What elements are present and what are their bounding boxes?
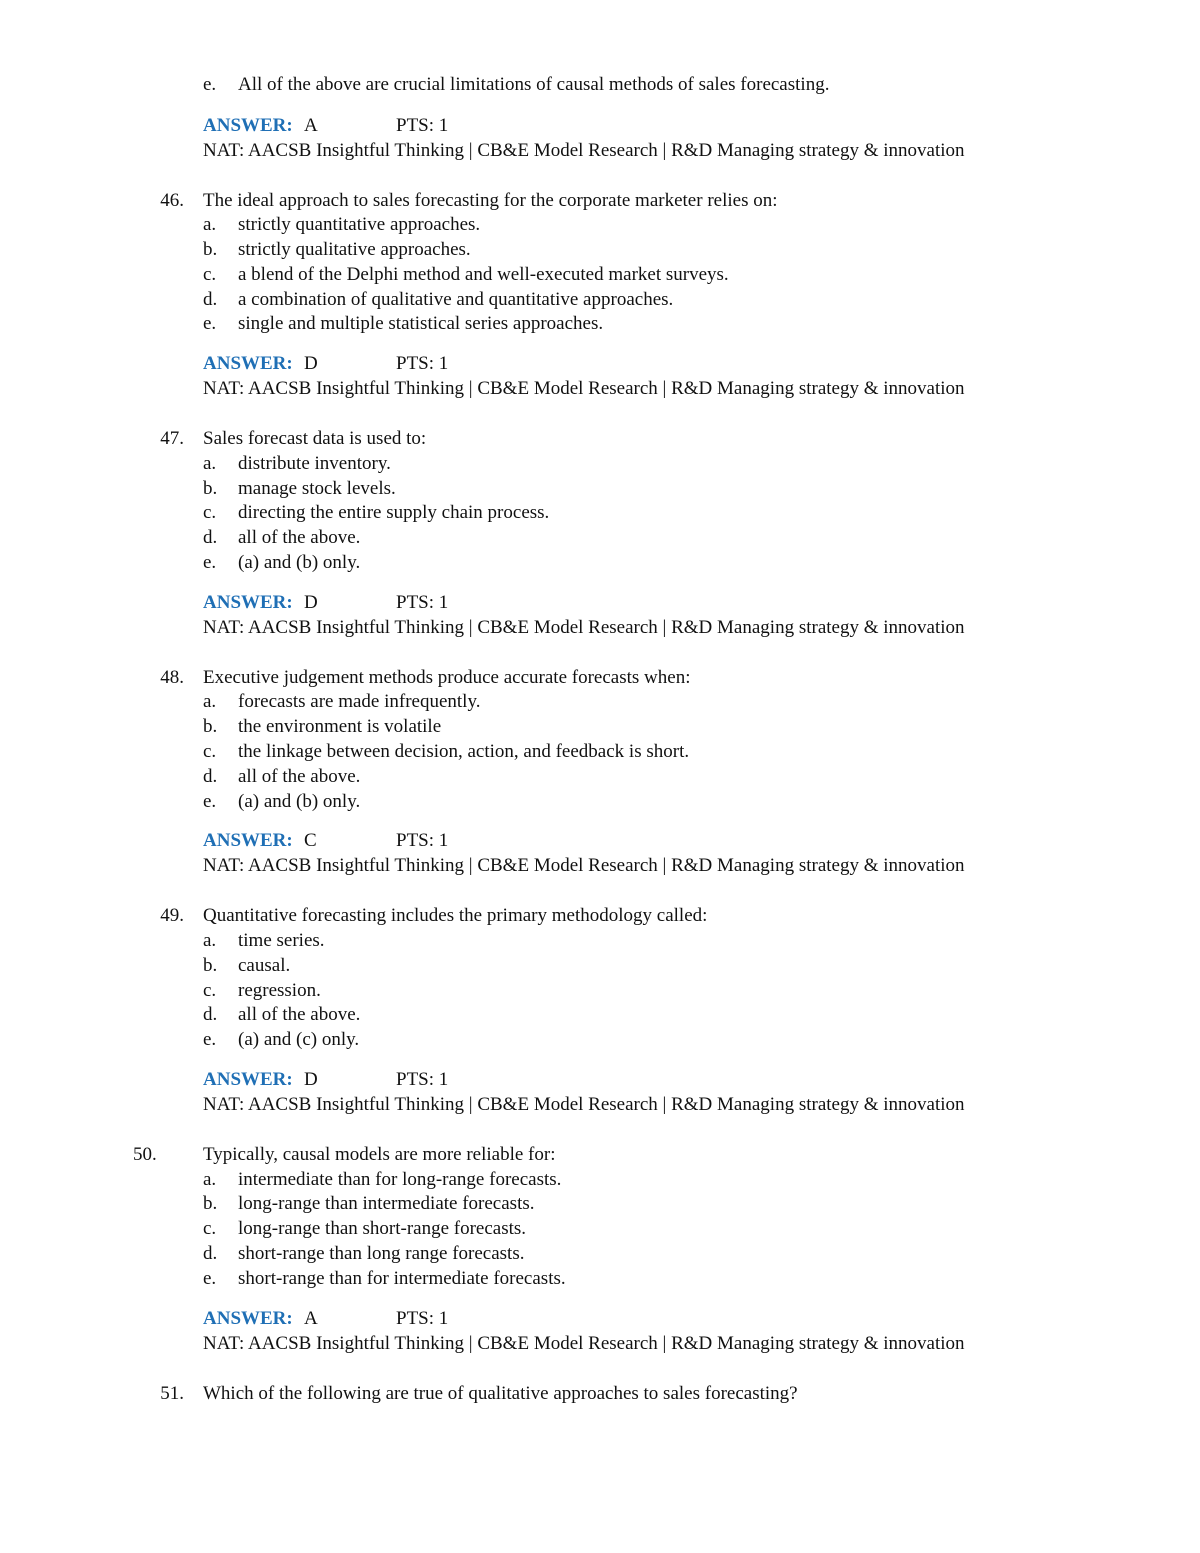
points: PTS: 1 [396,592,449,613]
option-text: single and multiple statistical series approaches. [238,313,604,334]
option-letter: e. [203,74,217,95]
option-text: strictly quantitative approaches. [238,214,481,235]
answer-value: D [304,353,318,374]
option-letter: b. [203,478,218,499]
option-letter: c. [203,1218,217,1239]
question-stem: Executive judgement methods produce accurate forecasts when: [203,667,691,688]
option-letter: e. [203,552,217,573]
option-text: strictly qualitative approaches. [238,239,471,260]
answer-label: ANSWER: [203,1069,293,1090]
option-text: intermediate than for long-range forecasts. [238,1169,562,1190]
option-letter: e. [203,1268,217,1289]
question-number: 50. [133,1144,157,1165]
option-letter: a. [203,453,217,474]
option-letter: a. [203,691,217,712]
option-letter: d. [203,527,218,548]
option-letter: c. [203,502,217,523]
answer-value: A [304,115,318,136]
option-letter: a. [203,214,217,235]
option-letter: a. [203,930,217,951]
option-letter: c. [203,741,217,762]
question-number: 46. [160,190,184,211]
option-letter: d. [203,289,218,310]
option-text: long-range than intermediate forecasts. [238,1193,535,1214]
option-text: directing the entire supply chain process. [238,502,550,523]
answer-label: ANSWER: [203,1308,293,1329]
question-stem: Typically, causal models are more reliable for: [203,1144,556,1165]
option-text: a blend of the Delphi method and well-executed market surveys. [238,264,729,285]
option-letter: b. [203,955,218,976]
option-text: manage stock levels. [238,478,396,499]
question-number: 49. [160,905,184,926]
option-letter: b. [203,239,218,260]
nat-tags: NAT: AACSB Insightful Thinking | CB&E Model Research | R&D Managing strategy & innovation [203,140,965,161]
answer-value: D [304,1069,318,1090]
option-text: causal. [238,955,291,976]
option-text: all of the above. [238,527,361,548]
points: PTS: 1 [396,115,449,136]
nat-tags: NAT: AACSB Insightful Thinking | CB&E Model Research | R&D Managing strategy & innovation [203,855,965,876]
option-letter: d. [203,1004,218,1025]
answer-label: ANSWER: [203,592,293,613]
option-letter: c. [203,980,217,1001]
option-letter: e. [203,1029,217,1050]
question-stem: Quantitative forecasting includes the primary methodology called: [203,905,708,926]
nat-tags: NAT: AACSB Insightful Thinking | CB&E Model Research | R&D Managing strategy & innovation [203,1333,965,1354]
question-stem: Which of the following are true of qualitative approaches to sales forecasting? [203,1383,798,1404]
nat-tags: NAT: AACSB Insightful Thinking | CB&E Model Research | R&D Managing strategy & innovation [203,378,965,399]
option-text: (a) and (c) only. [238,1029,360,1050]
answer-label: ANSWER: [203,115,293,136]
option-text: all of the above. [238,766,361,787]
option-text: regression. [238,980,321,1001]
option-letter: b. [203,1193,218,1214]
option-text: All of the above are crucial limitations of causal methods of sales forecasting. [238,74,830,95]
nat-tags: NAT: AACSB Insightful Thinking | CB&E Model Research | R&D Managing strategy & innovation [203,617,965,638]
option-letter: a. [203,1169,217,1190]
question-stem: The ideal approach to sales forecasting for the corporate marketer relies on: [203,190,778,211]
option-text: the linkage between decision, action, and feedback is short. [238,741,690,762]
option-letter: d. [203,766,218,787]
option-text: (a) and (b) only. [238,791,361,812]
question-number: 47. [160,428,184,449]
option-text: all of the above. [238,1004,361,1025]
option-text: the environment is volatile [238,716,442,737]
points: PTS: 1 [396,353,449,374]
option-text: forecasts are made infrequently. [238,691,481,712]
points: PTS: 1 [396,1308,449,1329]
option-letter: e. [203,313,217,334]
answer-value: C [304,830,317,851]
answer-label: ANSWER: [203,353,293,374]
nat-tags: NAT: AACSB Insightful Thinking | CB&E Model Research | R&D Managing strategy & innovation [203,1094,965,1115]
question-number: 48. [160,667,184,688]
question-stem: Sales forecast data is used to: [203,428,427,449]
option-letter: e. [203,791,217,812]
option-text: short-range than long range forecasts. [238,1243,525,1264]
answer-value: D [304,592,318,613]
option-text: long-range than short-range forecasts. [238,1218,527,1239]
option-text: a combination of qualitative and quantitative approaches. [238,289,674,310]
option-text: (a) and (b) only. [238,552,361,573]
option-text: time series. [238,930,325,951]
option-text: short-range than for intermediate forecasts. [238,1268,566,1289]
question-number: 51. [160,1383,184,1404]
answer-label: ANSWER: [203,830,293,851]
points: PTS: 1 [396,830,449,851]
option-letter: c. [203,264,217,285]
option-text: distribute inventory. [238,453,391,474]
points: PTS: 1 [396,1069,449,1090]
option-letter: b. [203,716,218,737]
option-letter: d. [203,1243,218,1264]
answer-value: A [304,1308,318,1329]
